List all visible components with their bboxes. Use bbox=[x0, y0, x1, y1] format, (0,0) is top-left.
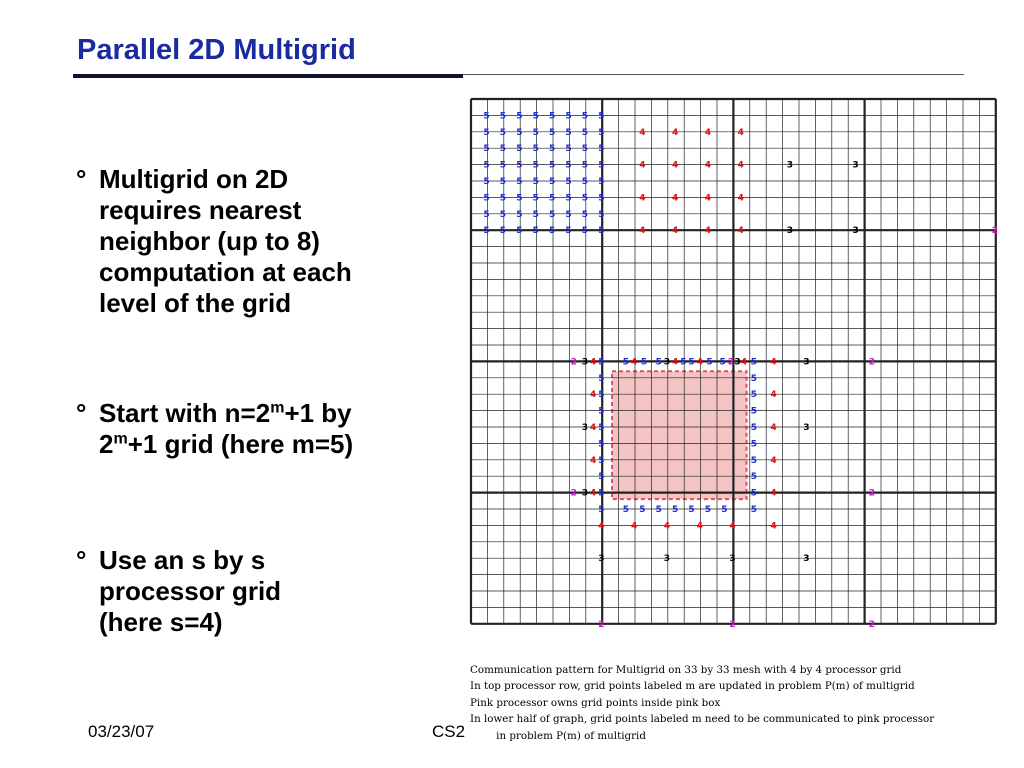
grid-point-label: 5 bbox=[532, 111, 539, 122]
grid-point-label: 5 bbox=[750, 439, 757, 450]
grid-point-label: 4 bbox=[770, 357, 777, 368]
grid-point-label: 5 bbox=[639, 505, 646, 515]
grid-point-label: 5 bbox=[750, 390, 757, 401]
grid-point-label: 5 bbox=[706, 357, 713, 368]
grid-point-label: 5 bbox=[549, 160, 556, 171]
grid-point-label: 5 bbox=[581, 209, 589, 220]
grid-point-label: 5 bbox=[598, 373, 605, 384]
grid-point-label: 4 bbox=[639, 226, 646, 237]
grid-point-label: 5 bbox=[750, 488, 757, 499]
slide-title: Parallel 2D Multigrid bbox=[77, 34, 356, 66]
grid-point-label: 3 bbox=[663, 357, 671, 368]
grid-point-label: 5 bbox=[565, 177, 572, 187]
grid-point-label: 5 bbox=[549, 177, 556, 187]
grid-point-label: 3 bbox=[786, 160, 794, 171]
grid-point-label: 5 bbox=[719, 357, 726, 368]
grid-point-label: 5 bbox=[581, 177, 589, 187]
grid-point-label: 5 bbox=[704, 505, 712, 515]
grid-point-label: 5 bbox=[483, 226, 490, 237]
grid-point-label: 5 bbox=[532, 177, 539, 187]
grid-point-label: 5 bbox=[516, 226, 523, 237]
grid-point-label: 3 bbox=[598, 554, 605, 565]
grid-point-label: 5 bbox=[750, 472, 757, 483]
grid-point-label: 3 bbox=[852, 160, 859, 171]
caption-line: in problem P(m) of multigrid bbox=[470, 729, 646, 742]
caption-line: Communication pattern for Multigrid on 33 by 33 mesh with 4 by 4 processor grid bbox=[470, 664, 902, 676]
grid-point-label: 4 bbox=[590, 390, 597, 401]
bullet-line: Use an s by s bbox=[99, 545, 266, 575]
grid-point-label: 3 bbox=[803, 554, 810, 565]
grid-point-label: 5 bbox=[598, 488, 605, 499]
grid-point-label: 5 bbox=[581, 160, 589, 171]
pink-processor-box bbox=[612, 371, 746, 499]
grid-point-label: 5 bbox=[483, 177, 490, 187]
grid-point-label: 5 bbox=[499, 111, 507, 122]
grid-point-label: 4 bbox=[696, 521, 703, 532]
grid-point-label: 5 bbox=[549, 209, 556, 220]
grid-point-label: 4 bbox=[598, 521, 605, 532]
grid-point-label: 3 bbox=[581, 423, 589, 433]
bullet-icon: ° bbox=[76, 398, 87, 428]
grid-point-label: 4 bbox=[672, 226, 679, 237]
bullet-line: processor grid bbox=[99, 576, 282, 606]
grid-point-label: 4 bbox=[704, 160, 712, 171]
grid-point-label: 5 bbox=[750, 373, 757, 384]
grid-point-label: 5 bbox=[516, 111, 523, 122]
grid-point-label: 5 bbox=[565, 111, 572, 122]
caption-line: In lower half of graph, grid points labeled m need to be communicated to pink processor bbox=[470, 713, 935, 726]
grid-point-label: 5 bbox=[598, 439, 605, 450]
grid-point-label: 5 bbox=[483, 127, 490, 138]
grid-point-label: 5 bbox=[655, 505, 662, 515]
grid-point-label: 4 bbox=[672, 127, 679, 138]
grid-point-label: 5 bbox=[598, 472, 605, 483]
grid-point-label: 4 bbox=[704, 226, 712, 237]
grid-point-label: 4 bbox=[590, 455, 597, 466]
grid-point-label: 4 bbox=[729, 521, 736, 532]
grid-point-label: 5 bbox=[598, 144, 605, 155]
diagram-caption bbox=[470, 662, 1024, 744]
grid-point-label: 4 bbox=[737, 226, 744, 237]
grid-point-label: 5 bbox=[581, 144, 589, 155]
grid-point-label: 4 bbox=[704, 127, 712, 138]
grid-point-label: 4 bbox=[672, 160, 679, 171]
grid-point-label: 4 bbox=[737, 193, 744, 204]
grid-point-label: 3 bbox=[581, 488, 589, 499]
bullet-icon: ° bbox=[76, 545, 87, 575]
grid-point-label: 3 bbox=[803, 357, 810, 368]
grid-point-label: 5 bbox=[483, 193, 490, 204]
grid-point-label: 5 bbox=[483, 160, 490, 171]
grid-point-label: 5 bbox=[483, 144, 490, 155]
grid-point-label: 5 bbox=[672, 505, 679, 515]
bullet-line: $2^m+1$ grid (here m=5) bbox=[99, 429, 354, 459]
grid-point-label: 5 bbox=[750, 505, 757, 515]
grid-point-label: 4 bbox=[663, 521, 671, 532]
grid-point-label: 4 bbox=[590, 423, 597, 433]
grid-point-label: 2 bbox=[598, 619, 605, 630]
bullet-line: requires nearest bbox=[99, 195, 302, 225]
grid-point-label: 5 bbox=[598, 177, 605, 187]
grid-point-label: 4 bbox=[639, 127, 646, 138]
grid-point-label: 5 bbox=[532, 144, 539, 155]
grid-point-label: 5 bbox=[721, 505, 728, 515]
grid-point-label: 5 bbox=[499, 209, 507, 220]
grid-point-label: 4 bbox=[696, 357, 703, 368]
grid-point-label: 5 bbox=[598, 357, 605, 368]
grid-point-label: 4 bbox=[672, 193, 679, 204]
grid-point-label: 5 bbox=[565, 127, 572, 138]
grid-point-label: 5 bbox=[532, 209, 539, 220]
grid-point-label: 5 bbox=[532, 226, 539, 237]
grid-point-label: 5 bbox=[655, 357, 662, 368]
pink-owned-region bbox=[612, 371, 746, 499]
grid-point-label: 4 bbox=[631, 521, 638, 532]
grid-point-label: 3 bbox=[786, 226, 794, 237]
grid-point-label: 3 bbox=[581, 357, 589, 368]
grid-point-label: 5 bbox=[598, 193, 605, 204]
grid-point-label: 2 bbox=[868, 357, 876, 368]
grid-point-label: 4 bbox=[770, 455, 777, 466]
grid-point-label: 5 bbox=[483, 209, 490, 220]
grid-point-label: 5 bbox=[532, 193, 539, 204]
grid-point-label: 5 bbox=[516, 177, 523, 187]
grid-point-label: 4 bbox=[639, 193, 646, 204]
grid-point-label: 5 bbox=[549, 144, 556, 155]
grid-point-label: 4 bbox=[770, 521, 777, 532]
grid-point-label: 5 bbox=[516, 127, 523, 138]
grid-point-label: 5 bbox=[598, 111, 605, 122]
grid-point-label: 5 bbox=[581, 111, 589, 122]
grid-point-label: 5 bbox=[680, 357, 687, 368]
grid-point-label: 5 bbox=[598, 390, 605, 401]
grid-point-label: 5 bbox=[750, 455, 757, 466]
grid-point-label: 5 bbox=[499, 127, 507, 138]
bullet-line: level of the grid bbox=[99, 288, 292, 318]
grid-point-label: 5 bbox=[516, 160, 523, 171]
grid-point-label: 2 bbox=[727, 357, 735, 368]
grid-point-label: 5 bbox=[598, 505, 605, 515]
grid-point-label: 5 bbox=[640, 357, 648, 368]
grid-point-label: 5 bbox=[581, 226, 589, 237]
grid-point-label: 4 bbox=[672, 357, 679, 368]
grid-point-label: 5 bbox=[598, 127, 605, 138]
grid-point-label: 2 bbox=[570, 357, 577, 368]
grid-point-label: 4 bbox=[704, 193, 712, 204]
grid-point-label: 5 bbox=[499, 177, 507, 187]
grid-point-label: 3 bbox=[663, 554, 671, 565]
grid-point-label: 5 bbox=[750, 357, 757, 368]
grid-point-label: 4 bbox=[590, 357, 597, 368]
grid-point-label: 2 bbox=[868, 619, 876, 630]
grid-point-label: 5 bbox=[516, 144, 523, 155]
grid-point-label: 5 bbox=[532, 160, 539, 171]
grid-point-label: 2 bbox=[729, 619, 736, 630]
grid-point-label: 5 bbox=[549, 226, 556, 237]
grid-point-label: 3 bbox=[803, 423, 810, 433]
grid-point-label: 5 bbox=[598, 226, 605, 237]
bullet-line: Multigrid on 2D bbox=[99, 164, 289, 194]
grid-point-label: 5 bbox=[549, 127, 556, 138]
grid-point-label: 5 bbox=[549, 193, 556, 204]
grid-point-label: 4 bbox=[770, 423, 777, 433]
grid-point-label: 4 bbox=[590, 488, 597, 499]
bullet-line: neighbor (up to 8) bbox=[99, 226, 320, 256]
grid-point-label: 5 bbox=[565, 193, 572, 204]
grid-point-label: 5 bbox=[598, 160, 605, 171]
grid-point-label: 3 bbox=[734, 357, 741, 368]
grid-point-label: 5 bbox=[499, 144, 507, 155]
grid-point-label: 5 bbox=[565, 144, 572, 155]
grid-point-label: 4 bbox=[737, 127, 744, 138]
grid-point-label: 5 bbox=[598, 406, 605, 417]
bullet-icon: ° bbox=[76, 164, 87, 194]
grid-point-label: 5 bbox=[598, 423, 605, 433]
grid-point-label: 4 bbox=[639, 160, 646, 171]
bullet-line: Start with $n=2^m+1$ by bbox=[99, 398, 352, 428]
bullet-line: computation at each bbox=[99, 257, 352, 287]
grid-point-label: 2 bbox=[868, 488, 876, 499]
grid-point-label: 5 bbox=[499, 160, 507, 171]
grid-point-label: 5 bbox=[483, 111, 490, 122]
caption-line: Pink processor owns grid points inside pink box bbox=[470, 696, 721, 709]
bullet-line: (here s=4) bbox=[99, 607, 223, 637]
grid-point-label: 3 bbox=[729, 554, 736, 565]
grid-point-label: 5 bbox=[598, 209, 605, 220]
grid-point-label: 5 bbox=[750, 423, 757, 433]
grid-point-label: 4 bbox=[631, 357, 638, 368]
grid-point-label: 5 bbox=[688, 357, 695, 368]
grid-point-label: 5 bbox=[565, 160, 572, 171]
grid-point-label: 5 bbox=[688, 505, 695, 515]
grid-point-label: 5 bbox=[581, 193, 589, 204]
grid-point-label: 5 bbox=[499, 226, 507, 237]
grid-point-label: 5 bbox=[565, 226, 572, 237]
grid-point-label: 5 bbox=[516, 193, 523, 204]
grid-point-label: 5 bbox=[549, 111, 556, 122]
grid-point-label: 5 bbox=[581, 127, 589, 138]
grid-point-label: 4 bbox=[770, 390, 777, 401]
grid-point-label: 2 bbox=[991, 226, 999, 237]
grid-point-label: 4 bbox=[737, 160, 744, 171]
caption-line: In top processor row, grid points labeled m are updated in problem P(m) of multigrid bbox=[470, 680, 915, 693]
grid-point-label: 2 bbox=[570, 488, 577, 499]
grid-point-label: 5 bbox=[598, 455, 605, 466]
grid-point-label: 4 bbox=[740, 357, 748, 368]
grid-point-label: 5 bbox=[516, 209, 523, 220]
grid-point-label: 5 bbox=[750, 406, 757, 417]
grid-point-label: 4 bbox=[770, 488, 777, 499]
grid-point-label: 3 bbox=[852, 226, 859, 237]
footer-course: CS2 bbox=[432, 722, 466, 741]
grid-point-label: 5 bbox=[622, 357, 630, 368]
grid-point-label: 5 bbox=[565, 209, 572, 220]
grid-point-label: 5 bbox=[499, 193, 507, 204]
footer-date: 03/23/07 bbox=[88, 722, 155, 741]
grid-point-label: 5 bbox=[622, 505, 630, 515]
grid-point-label: 5 bbox=[532, 127, 539, 138]
